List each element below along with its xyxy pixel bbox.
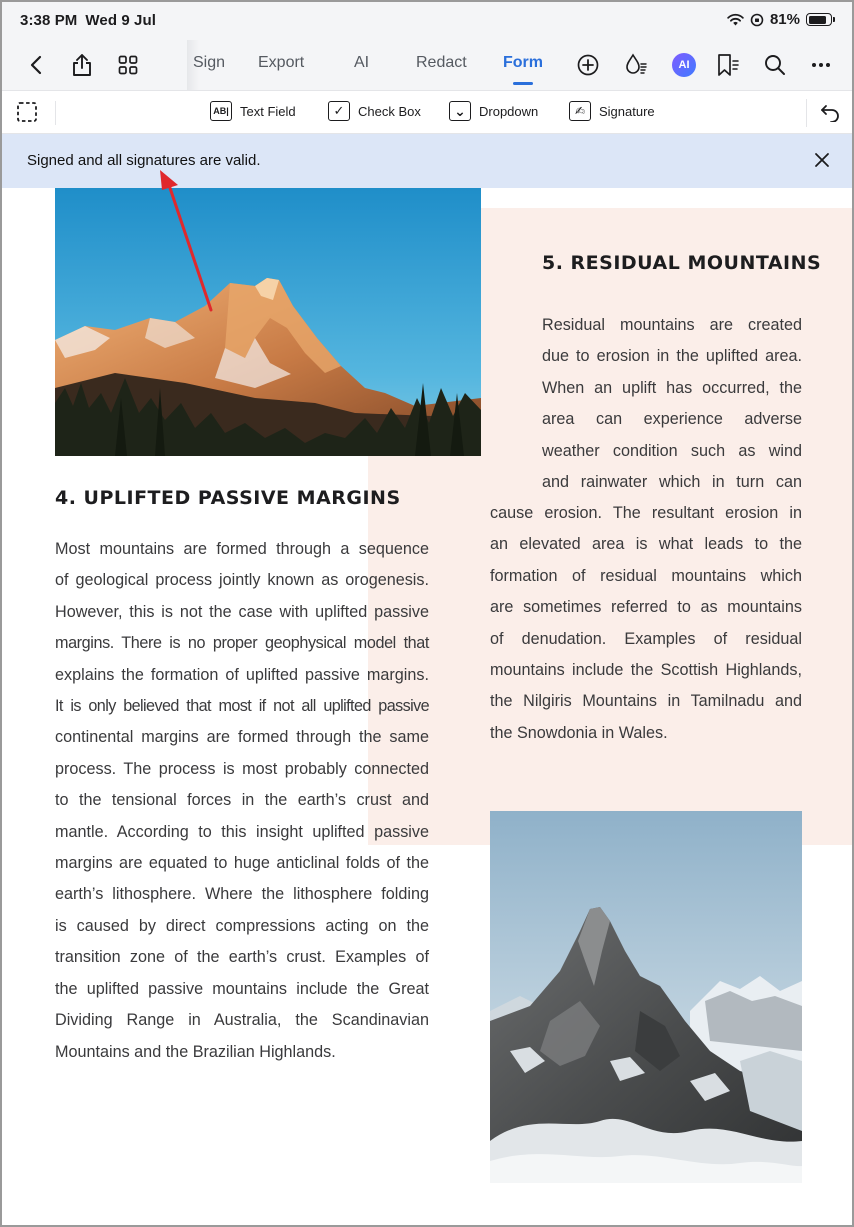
mountain-sunset-image [55,188,481,456]
share-icon[interactable] [62,40,102,90]
section-4-line: continental margins are formed through the same [55,728,429,747]
status-bar [2,2,852,40]
section-4-line: of geological process jointly known as orogenesis. [55,571,429,590]
dropdown-icon: ⌄ [449,101,471,121]
check-box-label: Check Box [358,103,421,119]
search-icon[interactable] [755,40,795,90]
section-5-line: formation of residual mountains which [490,566,802,585]
ai-badge: AI [672,53,696,77]
section-4-line: process. The process is most probably connected [55,759,429,778]
text-field-tool[interactable] [210,101,296,121]
add-icon[interactable] [568,40,608,90]
section-4-line: is caused by direct compressions acting on the [55,916,429,935]
main-toolbar [2,40,852,90]
back-icon[interactable] [16,40,56,90]
dropdown-tool[interactable] [449,101,538,121]
section-4-line: mantle. According to this insight uplifted passive [55,822,429,841]
signature-status-message: Signed and all signatures are valid. [27,152,261,169]
ai-icon[interactable] [664,40,704,90]
check-box-tool[interactable] [328,101,421,121]
section-5-line: the Snowdonia in Wales. [490,723,668,742]
tab-redact[interactable]: Redact [416,54,467,71]
section-5-line: and rainwater which in turn can [542,473,802,492]
section-5-heading: 5. RESIDUAL MOUNTAINS [542,252,822,274]
check-box-icon: ✓ [328,101,350,121]
section-5-line: mountains include the Scottish Highlands, [490,661,802,680]
section-4-line: margins are equated to huge anticlinal folds of the [55,854,429,873]
wifi-icon [727,13,744,26]
more-icon[interactable] [801,40,841,90]
undo-button[interactable] [806,99,840,127]
undo-icon [820,104,840,122]
orientation-lock-icon [750,13,764,27]
section-5-line: Residual mountains are created [542,316,802,334]
status-right [727,11,832,28]
section-4-line: the uplifted passive mountains include the Great [55,979,429,998]
section-4-line: Mountains and the Brazilian Highlands. [55,1042,336,1061]
tab-sign[interactable]: Sign [193,54,226,71]
section-4-paragraph [55,534,429,1068]
clock: 3:38 PM [20,12,78,29]
section-4-line: However, this is not the case with uplifted passive [55,602,429,621]
section-5-line: the Nilgiris Mountains in Tamilnadu and [490,692,802,711]
section-5-line: weather condition such as wind [542,441,802,460]
document-page[interactable] [2,188,852,1227]
section-5-paragraph-narrow [542,310,802,498]
rocky-peak-image [490,811,802,1183]
section-5-line: an elevated area is what leads to the [490,535,802,554]
select-area-icon [16,101,38,123]
watermark-icon[interactable] [616,40,656,90]
section-5-line: cause erosion. The resultant erosion in [490,504,802,522]
section-5-line: When an uplift has occurred, the [542,378,802,397]
signature-status-banner [2,134,852,188]
section-4-line: transition zone of the earth’s crust. Examples of [55,948,429,967]
dropdown-label: Dropdown [479,103,539,119]
select-area-button[interactable] [16,101,56,125]
tab-form[interactable]: Form [503,54,543,71]
section-4-line: margins. There is no proper geophysical model that [55,634,429,653]
section-4-line: explains the formation of uplifted passive margins. [55,665,429,684]
status-date: Wed 9 Jul [85,12,157,29]
battery-icon [806,13,832,26]
section-4-line: earth’s lithosphere. Where the lithosphere folding [55,885,429,904]
close-icon[interactable] [810,148,834,172]
text-field-label: Text Field [240,103,296,119]
section-4-line: It is only believed that most if not all uplifted passive [55,697,429,716]
section-5-line: of denudation. Examples of residual [490,629,802,648]
section-4-line: to the tensional forces in the earth’s crust and [55,791,429,810]
tab-export[interactable]: Export [258,54,305,71]
status-time [20,12,156,29]
section-4-heading: 4. UPLIFTED PASSIVE MARGINS [55,487,401,509]
grid-icon[interactable] [108,40,148,90]
section-5-line: are sometimes referred to as mountains [490,598,802,617]
form-toolbar [2,90,852,134]
section-4-line: Dividing Range in Australia, the Scandinavian [55,1011,429,1030]
tab-ai[interactable]: AI [354,54,370,71]
section-5-line: area can experience adverse [542,410,802,429]
signature-tool[interactable] [569,101,655,121]
section-5-line: due to erosion in the uplifted area. [542,347,802,366]
signature-label: Signature [599,103,655,119]
battery-percent: 81% [769,11,800,28]
section-4-line: Most mountains are formed through a sequence [55,540,429,558]
section-5-paragraph-wide [490,498,802,749]
bookmark-icon[interactable] [708,40,748,90]
signature-icon: ✍ [569,101,591,121]
text-field-icon: AB| [210,101,232,121]
